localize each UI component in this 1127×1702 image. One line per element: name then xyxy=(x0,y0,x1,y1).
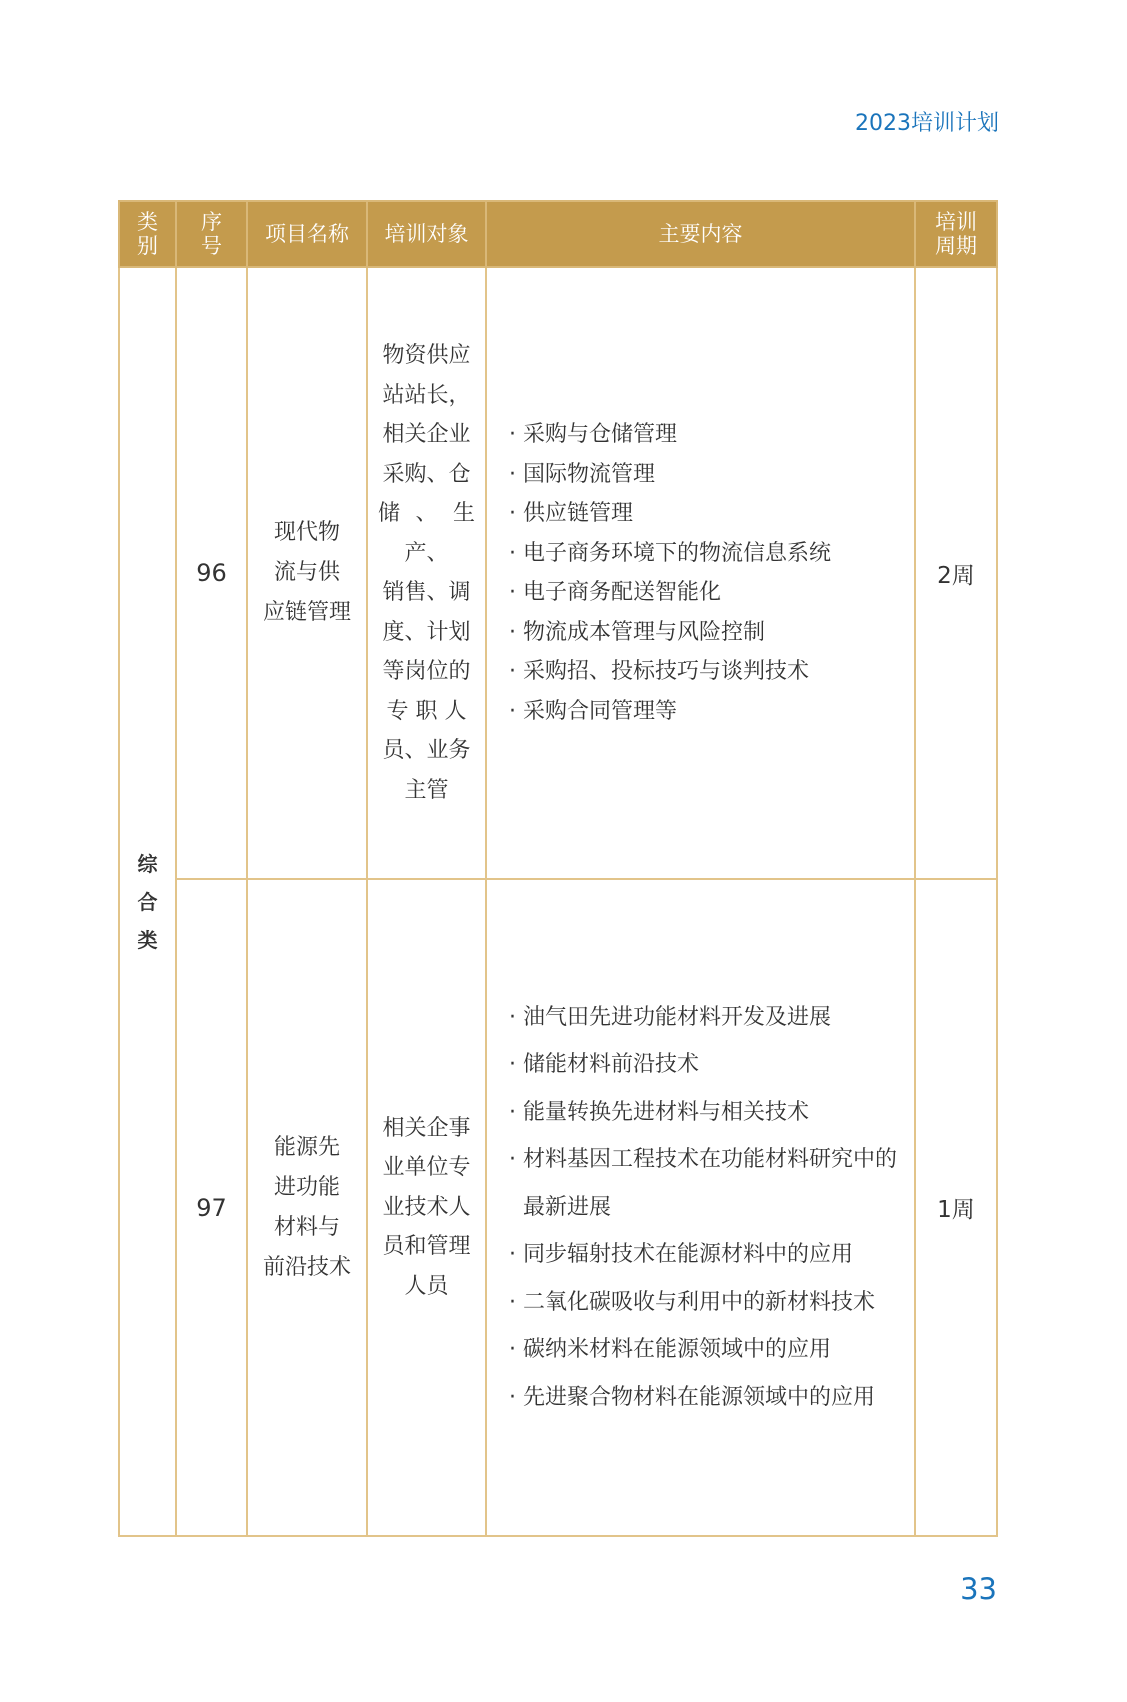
content-item xyxy=(509,1136,914,1184)
content-item xyxy=(509,1231,914,1279)
content-item xyxy=(509,652,914,692)
audience-line: 业单位专 xyxy=(382,1155,471,1181)
content-item-text: 采购合同管理等 xyxy=(523,698,678,724)
bullet-icon: · xyxy=(509,659,516,684)
table-row xyxy=(119,879,997,1536)
audience-line: 采购、仓 xyxy=(382,461,471,487)
content-item-text: 电子商务环境下的物流信息系统 xyxy=(523,540,832,566)
content-item-text: 电子商务配送智能化 xyxy=(523,580,722,605)
bullet-icon: · xyxy=(509,1004,516,1030)
audience-line: 员和管理 xyxy=(382,1234,471,1260)
period: 1周 xyxy=(915,879,997,1536)
content-item-text: 同步辐射技术在能源材料中的应用 xyxy=(523,1242,854,1268)
content-item-text: 二氧化碳吸收与利用中的新材料技术 xyxy=(523,1289,876,1315)
header-period xyxy=(915,201,997,267)
audience-line: 主管 xyxy=(404,777,449,803)
content-item-text: 先进聚合物材料在能源领域中的应用 xyxy=(523,1384,876,1410)
bullet-icon: · xyxy=(509,1099,516,1125)
audience-line: 销售、调 xyxy=(382,580,471,605)
content-item-text: 供应链管理 xyxy=(523,501,634,526)
audience-line: 站站长， xyxy=(382,382,471,408)
audience-line: 相关企业 xyxy=(382,422,471,447)
content-item-text: 最新进展 xyxy=(523,1194,612,1220)
content-item xyxy=(509,1279,914,1327)
bullet-icon: · xyxy=(509,540,516,566)
bullet-icon: · xyxy=(509,1337,516,1363)
content-item-text: 物流成本管理与风险控制 xyxy=(523,619,766,645)
content-item xyxy=(509,534,914,574)
audience-line: 储、生产、 xyxy=(378,501,475,566)
content-item xyxy=(509,455,914,495)
content-item xyxy=(509,573,914,613)
audience-line: 员、业务 xyxy=(382,738,471,763)
content-item xyxy=(509,692,914,732)
audience-line: 等岗位的 xyxy=(382,659,471,684)
bullet-icon: · xyxy=(509,698,516,724)
content-item-text: 采购与仓储管理 xyxy=(523,422,678,447)
audience-line: 度、计划 xyxy=(382,619,471,645)
bullet-icon: · xyxy=(509,501,516,526)
audience-line: 相关企事 xyxy=(382,1115,471,1141)
bullet-icon: · xyxy=(509,1052,516,1078)
content-item xyxy=(509,1326,914,1374)
bullet-icon: · xyxy=(509,461,516,487)
content-item xyxy=(509,494,914,534)
audience xyxy=(367,879,486,1536)
bullet-icon: · xyxy=(509,1242,516,1268)
table-header-row xyxy=(119,201,997,267)
bullet-icon: · xyxy=(509,422,516,447)
audience xyxy=(367,267,486,879)
main-content xyxy=(486,879,915,1536)
audience-line: 人员 xyxy=(404,1273,449,1299)
content-item-text: 油气田先进功能材料开发及进展 xyxy=(523,1004,832,1030)
category-cell: 综 合 类 xyxy=(119,267,176,1536)
project-name xyxy=(247,879,367,1536)
content-item-text: 碳纳米材料在能源领域中的应用 xyxy=(523,1337,832,1363)
content-item-text: 储能材料前沿技术 xyxy=(523,1052,700,1078)
content-item-text: 能量转换先进材料与相关技术 xyxy=(523,1099,810,1125)
project-name-line: 现代物 xyxy=(273,520,340,545)
main-content xyxy=(486,267,915,879)
page-number: 33 xyxy=(960,1572,997,1606)
row-number: 97 xyxy=(176,879,247,1536)
audience-line: 物资供应 xyxy=(382,343,471,368)
audience-line: 专 职 人 xyxy=(386,698,467,724)
bullet-icon: · xyxy=(509,1384,516,1410)
content-item xyxy=(509,994,914,1042)
project-name-line: 流与供 xyxy=(273,560,340,585)
header-main-content: 主要内容 xyxy=(486,201,915,267)
content-item xyxy=(509,1041,914,1089)
audience-line: 业技术人 xyxy=(382,1194,471,1220)
header-period-label: 培训周期 xyxy=(935,210,977,258)
project-name-line: 材料与 xyxy=(273,1214,340,1240)
content-item xyxy=(509,1184,914,1232)
content-item-text: 材料基因工程技术在功能材料研究中的 xyxy=(523,1147,898,1173)
bullet-icon: · xyxy=(509,580,516,605)
document-header-title: 2023培训计划 xyxy=(855,111,999,136)
project-name xyxy=(247,267,367,879)
header-number: 序 号 xyxy=(176,201,247,267)
content-item xyxy=(509,1089,914,1137)
project-name-line: 进功能 xyxy=(273,1174,340,1200)
content-item-text: 国际物流管理 xyxy=(523,461,656,487)
training-plan-table xyxy=(118,200,998,1537)
project-name-line: 前沿技术 xyxy=(262,1254,351,1280)
bullet-icon: · xyxy=(509,619,516,645)
bullet-icon: · xyxy=(509,1289,516,1315)
period: 2周 xyxy=(915,267,997,879)
header-audience: 培训对象 xyxy=(367,201,486,267)
content-item xyxy=(509,1374,914,1422)
table-row xyxy=(119,267,997,879)
content-item xyxy=(509,415,914,455)
project-name-line: 应链管理 xyxy=(262,600,351,625)
project-name-line: 能源先 xyxy=(273,1134,340,1160)
row-number: 96 xyxy=(176,267,247,879)
bullet-icon: · xyxy=(509,1147,516,1173)
content-item xyxy=(509,613,914,653)
content-item-text: 采购招、投标技巧与谈判技术 xyxy=(523,659,810,684)
header-category: 类 别 xyxy=(119,201,176,267)
header-project-name: 项目名称 xyxy=(247,201,367,267)
